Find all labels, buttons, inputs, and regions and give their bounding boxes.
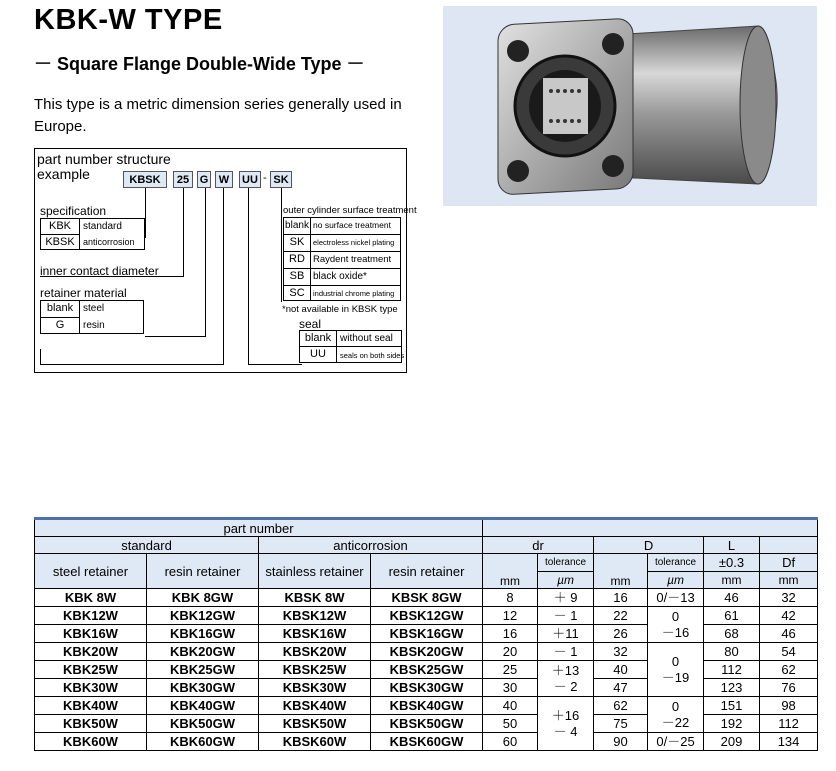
cell-dr: 30	[483, 679, 538, 697]
cell-dr: 25	[483, 661, 538, 679]
inner-diameter-label: inner contact diameter	[40, 264, 159, 278]
cell-d: 62	[594, 697, 648, 715]
cell-d: 16	[594, 589, 648, 607]
cell-l: 123	[704, 679, 760, 697]
cell-steel: KBK30W	[35, 679, 147, 697]
table-row	[35, 607, 818, 625]
table-row	[35, 643, 818, 661]
d-tol-upper: 0	[671, 608, 680, 624]
connector-line	[223, 188, 224, 364]
connector-line	[40, 364, 224, 365]
surface-label: outer cylinder surface treatment	[283, 205, 417, 216]
seal-desc-cell: without seal	[340, 333, 393, 344]
d-tol-lower: －22	[661, 714, 690, 730]
cell-dr: 50	[483, 715, 538, 733]
blank-header	[760, 537, 818, 554]
dr-tol-lower: － 4	[553, 723, 578, 739]
cell-resin2: KBSK25GW	[371, 661, 483, 679]
cell-stainless: KBSK12W	[259, 607, 371, 625]
stainless-retainer-header: stainless retainer	[259, 554, 371, 589]
cell-dr: 16	[483, 625, 538, 643]
cell-df: 134	[760, 733, 818, 751]
cell-l: 112	[704, 661, 760, 679]
cell-d: 75	[594, 715, 648, 733]
cell-df: 32	[760, 589, 818, 607]
cell-d: 32	[594, 643, 648, 661]
retainer-table	[40, 300, 144, 334]
retainer-label: retainer material	[40, 286, 127, 300]
seal-desc-cell: seals on both sides	[340, 351, 405, 360]
cell-resin: KBK 8GW	[147, 589, 259, 607]
steel-retainer-header: steel retainer	[35, 554, 147, 589]
cell-stainless: KBSK40W	[259, 697, 371, 715]
resin-retainer-header: resin retainer	[147, 554, 259, 589]
spec-desc-cell: standard	[83, 221, 122, 232]
d-tol-upper: 0	[671, 698, 680, 714]
cell-steel: KBK 8W	[35, 589, 147, 607]
connector-line	[248, 188, 249, 364]
cell-resin2: KBSK30GW	[371, 679, 483, 697]
spec-code-cell: KBK	[41, 219, 80, 235]
cell-resin: KBK16GW	[147, 625, 259, 643]
cell-stainless: KBSK 8W	[259, 589, 371, 607]
l-header: L	[704, 537, 760, 554]
cell-resin: KBK40GW	[147, 697, 259, 715]
d-tol-upper: 0	[671, 653, 680, 669]
cell-dr: 8	[483, 589, 538, 607]
spec-desc-cell: anticorrosion	[83, 237, 135, 247]
code-25: 25	[173, 171, 193, 188]
cell-dr-tol	[538, 697, 594, 751]
l-tolerance: ±0.3	[704, 554, 760, 572]
cell-d-tol	[648, 643, 704, 697]
df-unit: mm	[760, 572, 818, 589]
cell-l: 209	[704, 733, 760, 751]
df-header: Df	[760, 554, 818, 572]
cell-resin: KBK50GW	[147, 715, 259, 733]
cell-stainless: KBSK16W	[259, 625, 371, 643]
cell-d: 40	[594, 661, 648, 679]
dr-tol-upper: ＋16	[551, 707, 580, 723]
cell-df: 112	[760, 715, 818, 733]
cell-dr-tol: － 1	[538, 643, 594, 661]
cell-l: 68	[704, 625, 760, 643]
table-row	[35, 697, 818, 715]
cell-dr: 60	[483, 733, 538, 751]
cell-d: 22	[594, 607, 648, 625]
cell-d-tol	[648, 607, 704, 643]
d-header: D	[594, 537, 704, 554]
cell-resin2: KBSK20GW	[371, 643, 483, 661]
d-tol-lower: －19	[661, 669, 690, 685]
cell-stainless: KBSK25W	[259, 661, 371, 679]
cell-l: 192	[704, 715, 760, 733]
cell-d-tol	[648, 697, 704, 733]
surface-note: *not available in KBSK type	[282, 304, 398, 315]
cell-d-tol: 0/－25	[648, 733, 704, 751]
cell-resin: KBK30GW	[147, 679, 259, 697]
specification-label: specification	[40, 204, 107, 218]
structure-heading: part number structure	[37, 151, 171, 167]
dr-tol-lower: － 2	[553, 678, 578, 694]
code-g: G	[197, 171, 211, 188]
cell-df: 76	[760, 679, 818, 697]
cell-df: 54	[760, 643, 818, 661]
surface-desc-cell: no surface treatment	[313, 220, 391, 230]
code-sk: SK	[270, 171, 292, 188]
part-number-header: part number	[35, 519, 483, 537]
cell-d: 47	[594, 679, 648, 697]
seal-code-cell: UU	[300, 347, 337, 363]
spec-table	[34, 517, 818, 751]
cell-stainless: KBSK50W	[259, 715, 371, 733]
cell-resin2: KBSK40GW	[371, 697, 483, 715]
spec-code-cell: KBSK	[41, 235, 80, 250]
retainer-code-cell: blank	[41, 301, 80, 318]
surface-desc-cell: industrial chrome plating	[313, 289, 395, 298]
resin-retainer-header-2: resin retainer	[371, 554, 483, 589]
code-w: W	[215, 171, 233, 188]
cell-steel: KBK50W	[35, 715, 147, 733]
cell-dr: 40	[483, 697, 538, 715]
surface-code-cell: SB	[289, 270, 305, 282]
connector-line	[205, 188, 206, 336]
d-unit: mm	[594, 554, 648, 589]
connector-line	[145, 336, 206, 337]
cell-dr: 20	[483, 643, 538, 661]
surface-code-cell: blank	[285, 220, 309, 231]
cell-resin: KBK60GW	[147, 733, 259, 751]
part-number-structure	[34, 148, 417, 373]
cell-steel: KBK16W	[35, 625, 147, 643]
cell-d: 90	[594, 733, 648, 751]
cell-dr-tol: ＋ 9	[538, 589, 594, 607]
dr-header: dr	[483, 537, 594, 554]
cell-resin2: KBSK16GW	[371, 625, 483, 643]
cell-resin2: KBSK 8GW	[371, 589, 483, 607]
cell-stainless: KBSK20W	[259, 643, 371, 661]
code-uu: UU	[239, 171, 261, 188]
table-row	[35, 733, 818, 751]
cell-steel: KBK60W	[35, 733, 147, 751]
cell-dr-tol	[538, 661, 594, 697]
seal-table	[299, 330, 405, 363]
retainer-desc-cell: resin	[83, 320, 105, 331]
specification-table	[40, 218, 145, 250]
cell-d: 26	[594, 625, 648, 643]
cell-df: 46	[760, 625, 818, 643]
page-subtitle: － Square Flange Double-Wide Type －	[34, 54, 365, 74]
standard-header: standard	[35, 537, 259, 554]
d-tol-lower: －16	[661, 624, 690, 640]
cell-dr-tol: － 1	[538, 607, 594, 625]
connector-line	[40, 349, 41, 364]
cell-steel: KBK40W	[35, 697, 147, 715]
cell-stainless: KBSK30W	[259, 679, 371, 697]
retainer-desc-cell: steel	[83, 303, 105, 314]
cell-dr-tol: ＋11	[538, 625, 594, 643]
code-kbsk: KBSK	[123, 171, 167, 188]
cell-steel: KBK25W	[35, 661, 147, 679]
cell-resin: KBK12GW	[147, 607, 259, 625]
cell-d-tol: 0/－13	[648, 589, 704, 607]
connector-line	[145, 188, 146, 238]
surface-code-cell: SC	[289, 287, 305, 299]
cell-stainless: KBSK60W	[259, 733, 371, 751]
cell-steel: KBK12W	[35, 607, 147, 625]
dr-unit: mm	[483, 554, 538, 589]
description: This type is a metric dimension series generally used in Europe.	[34, 96, 402, 135]
anticorrosion-header: anticorrosion	[259, 537, 483, 554]
cell-l: 46	[704, 589, 760, 607]
cell-l: 80	[704, 643, 760, 661]
connector-line	[183, 188, 184, 276]
cell-l: 61	[704, 607, 760, 625]
cell-resin: KBK25GW	[147, 661, 259, 679]
connector-line	[281, 188, 282, 302]
cell-resin2: KBSK60GW	[371, 733, 483, 751]
d-micron-unit: µm	[648, 572, 704, 589]
cell-df: 62	[760, 661, 818, 679]
surface-table	[283, 217, 401, 301]
dr-tol-upper: ＋13	[551, 662, 580, 678]
cell-resin2: KBSK12GW	[371, 607, 483, 625]
cell-resin2: KBSK50GW	[371, 715, 483, 733]
cell-df: 98	[760, 697, 818, 715]
seal-label: seal	[299, 317, 322, 331]
cell-dr: 12	[483, 607, 538, 625]
code-dash: -	[263, 172, 267, 184]
cell-resin: KBK20GW	[147, 643, 259, 661]
seal-code-cell: blank	[300, 331, 337, 347]
l-unit: mm	[704, 572, 760, 589]
surface-desc-cell: black oxide*	[313, 271, 367, 282]
connector-line	[248, 364, 302, 365]
surface-desc-cell: Raydent treatment	[313, 254, 392, 265]
product-photo	[443, 6, 817, 206]
surface-desc-cell: electroless nickel plating	[313, 238, 395, 247]
d-tolerance-label: tolerance	[648, 554, 704, 572]
cell-l: 151	[704, 697, 760, 715]
table-row	[35, 589, 818, 607]
structure-example-label: example	[37, 166, 90, 182]
page-title: KBK-W TYPE	[34, 4, 223, 36]
surface-code-cell: SK	[289, 236, 305, 248]
retainer-code-cell: G	[41, 318, 80, 334]
surface-code-cell: RD	[289, 253, 305, 265]
dimension-header-blank	[483, 519, 818, 537]
dr-tolerance-label: tolerance	[538, 554, 594, 572]
cell-df: 42	[760, 607, 818, 625]
dr-micron-unit: µm	[538, 572, 594, 589]
cell-steel: KBK20W	[35, 643, 147, 661]
